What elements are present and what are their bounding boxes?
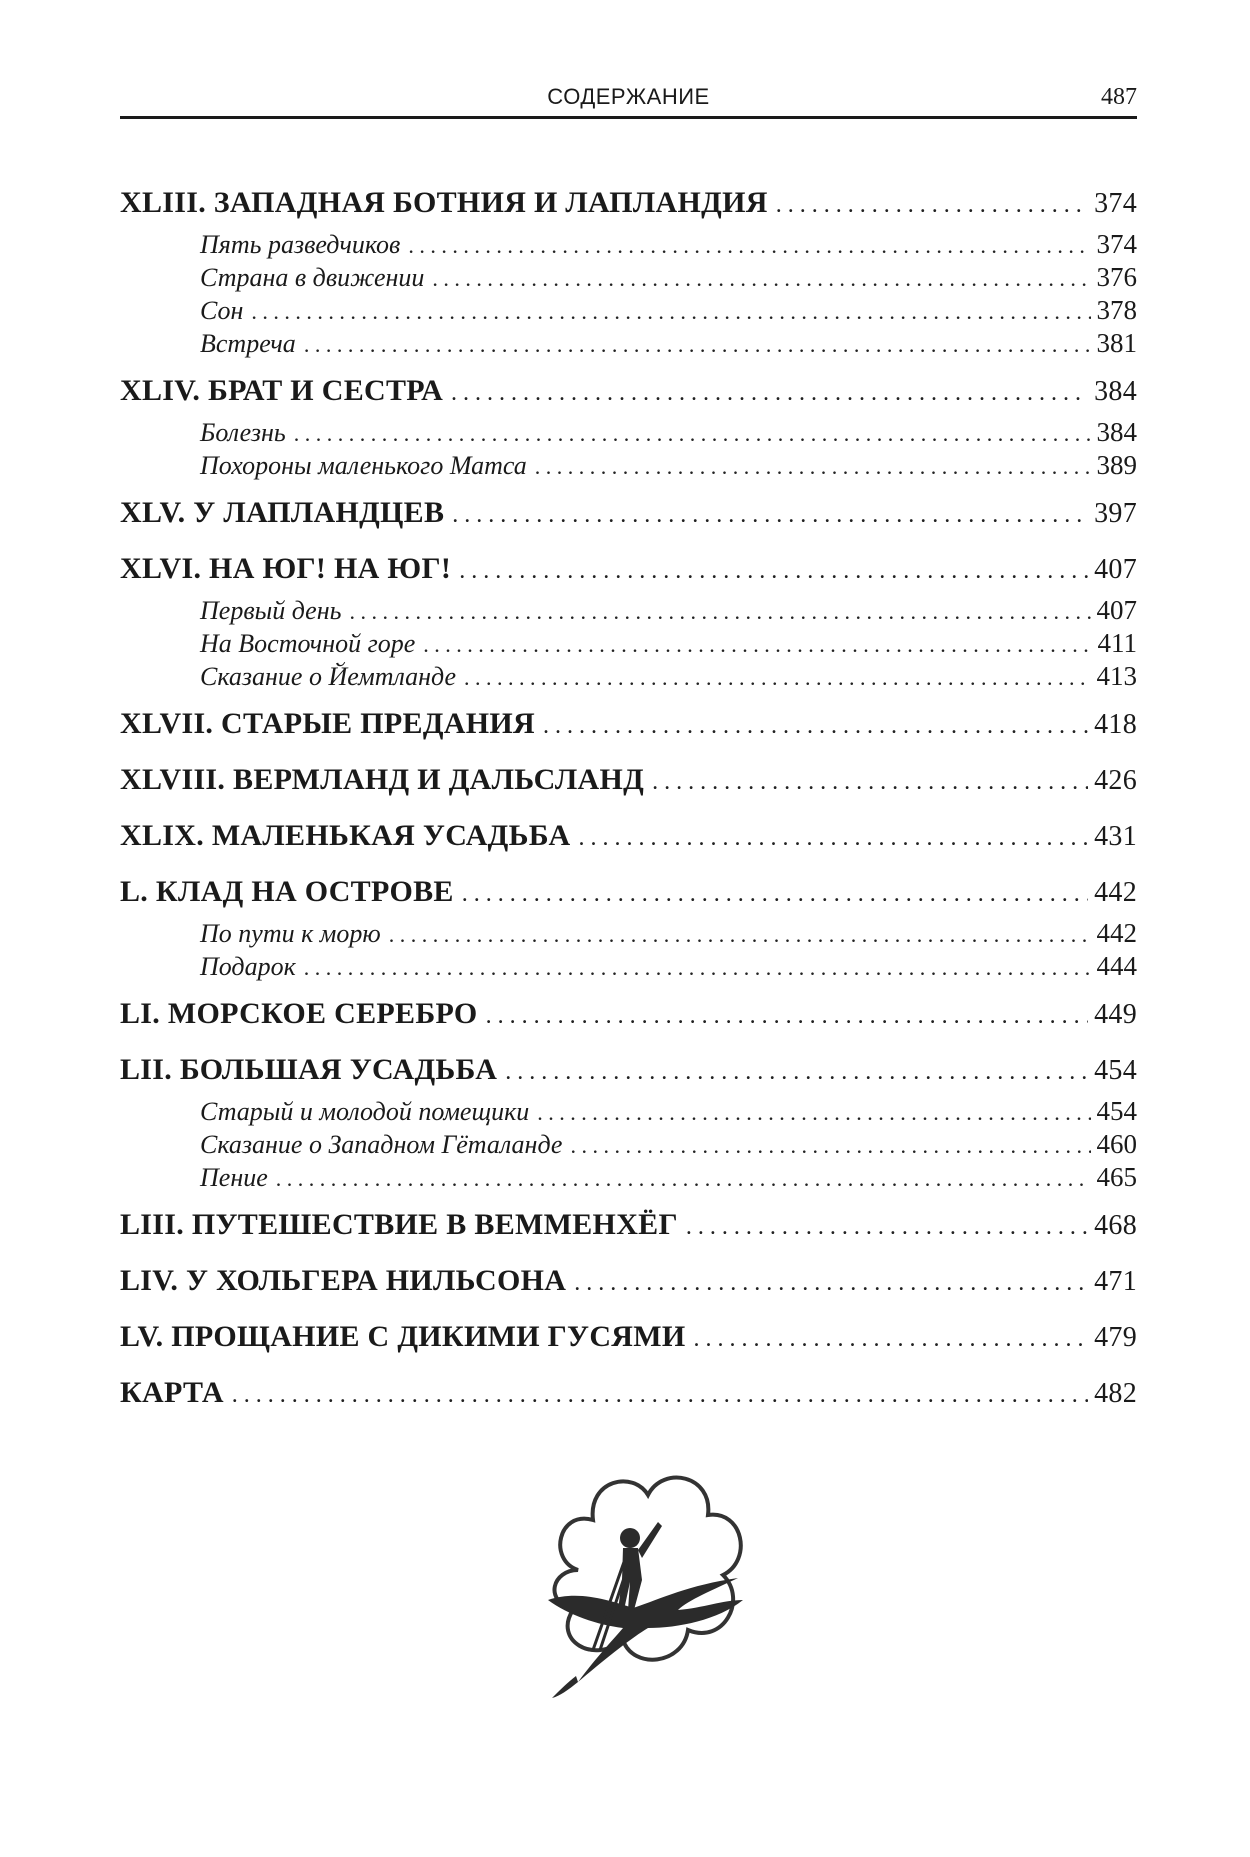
dot-leader: [452, 502, 1088, 529]
toc-entry-page: 460: [1096, 1129, 1137, 1159]
dot-leader: [423, 628, 1091, 661]
toc-subsection-entry: [120, 950, 1137, 983]
dot-leader: [294, 417, 1091, 450]
toc-entry-title: Пять разведчиков: [200, 230, 401, 259]
toc-entry-title: На Восточной горе: [200, 629, 416, 658]
toc-subsection-entry: [120, 294, 1137, 327]
toc-subsection-entry: [120, 327, 1137, 360]
toc-entry-page: 418: [1094, 709, 1137, 740]
toc-subsection-entry: [120, 1128, 1137, 1161]
running-title: СОДЕРЖАНИЕ: [547, 84, 710, 109]
toc-entry-title: XLVII. СТАРЫЕ ПРЕДАНИЯ: [120, 707, 535, 740]
toc-entry-title: Сказание о Йемтланде: [200, 662, 457, 691]
toc-entry-page: 426: [1094, 765, 1137, 796]
toc-subsection-entry: [120, 660, 1137, 693]
toc-entry-page: 442: [1094, 877, 1137, 908]
dot-leader: [464, 661, 1090, 694]
toc-entry-page: 407: [1094, 554, 1137, 585]
toc-entry-page: 479: [1094, 1322, 1137, 1353]
goose-head: [552, 1676, 578, 1698]
toc-entry-page: 374: [1094, 188, 1137, 219]
toc-entry-page: 468: [1094, 1210, 1137, 1241]
dot-leader: [432, 262, 1090, 295]
toc-entry-page: 407: [1096, 595, 1137, 625]
toc-chapter-entry: [120, 1053, 1137, 1095]
dot-leader: [276, 1162, 1091, 1195]
dot-leader: [459, 558, 1088, 585]
toc-chapter-entry: [120, 552, 1137, 594]
toc-entry-title: XLVIII. ВЕРМЛАНД И ДАЛЬСЛАНД: [120, 763, 645, 796]
dot-leader: [694, 1326, 1089, 1353]
table-of-contents: [120, 186, 1137, 1418]
page-header: [120, 84, 1137, 119]
toc-entry-page: 454: [1094, 1055, 1137, 1086]
dot-leader: [451, 380, 1088, 407]
dot-leader: [652, 769, 1088, 796]
toc-entry-page: 465: [1096, 1162, 1137, 1192]
dot-leader: [232, 1382, 1088, 1409]
cloud-outline: [554, 1478, 740, 1660]
dot-leader: [543, 713, 1088, 740]
toc-entry-title: XLIII. ЗАПАДНАЯ БОТНИЯ И ЛАПЛАНДИЯ: [120, 186, 768, 219]
toc-entry-title: Старый и молодой помещики: [200, 1097, 530, 1126]
toc-entry-page: 444: [1096, 951, 1137, 981]
dot-leader: [505, 1059, 1088, 1086]
toc-entry-page: 454: [1096, 1096, 1137, 1126]
toc-entry-title: XLIX. МАЛЕНЬКАЯ УСАДЬБА: [120, 819, 571, 852]
toc-chapter-entry: [120, 186, 1137, 228]
toc-entry-page: 431: [1094, 821, 1137, 852]
toc-chapter-entry: [120, 707, 1137, 749]
boy-riding-goose-icon: [538, 1450, 758, 1710]
toc-entry-page: 384: [1096, 417, 1137, 447]
dot-leader: [389, 918, 1091, 951]
toc-entry-page: 374: [1096, 229, 1137, 259]
toc-subsection-entry: [120, 627, 1137, 660]
toc-subsection-entry: [120, 917, 1137, 950]
toc-chapter-entry: [120, 1264, 1137, 1306]
toc-entry-title: Сон: [200, 296, 244, 325]
dot-leader: [535, 450, 1091, 483]
toc-entry-title: LII. БОЛЬШАЯ УСАДЬБА: [120, 1053, 498, 1086]
boy-arm: [638, 1522, 662, 1558]
toc-chapter-entry: [120, 1320, 1137, 1362]
toc-entry-page: 482: [1094, 1378, 1137, 1409]
toc-entry-page: 413: [1096, 661, 1137, 691]
toc-entry-title: LV. ПРОЩАНИЕ С ДИКИМИ ГУСЯМИ: [120, 1320, 686, 1353]
toc-entry-title: КАРТА: [120, 1376, 224, 1409]
toc-entry-title: XLVI. НА ЮГ! НА ЮГ!: [120, 552, 452, 585]
toc-entry-page: 389: [1096, 450, 1137, 480]
toc-entry-title: Сказание о Западном Гёталанде: [200, 1130, 563, 1159]
toc-subsection-entry: [120, 449, 1137, 482]
dot-leader: [570, 1129, 1090, 1162]
toc-entry-page: 376: [1096, 262, 1137, 292]
toc-entry-page: 384: [1094, 376, 1137, 407]
toc-entry-title: LI. МОРСКОЕ СЕРЕБРО: [120, 997, 478, 1030]
toc-subsection-entry: [120, 594, 1137, 627]
toc-chapter-entry: [120, 875, 1137, 917]
dot-leader: [251, 295, 1090, 328]
toc-entry-title: Болезнь: [200, 418, 286, 447]
toc-entry-page: 471: [1094, 1266, 1137, 1297]
toc-chapter-entry: [120, 997, 1137, 1039]
dot-leader: [578, 825, 1088, 852]
toc-chapter-entry: [120, 496, 1137, 538]
toc-subsection-entry: [120, 261, 1137, 294]
page-number: 487: [1101, 84, 1137, 110]
toc-entry-title: Встреча: [200, 329, 296, 358]
dot-leader: [686, 1214, 1088, 1241]
toc-chapter-entry: [120, 374, 1137, 416]
toc-entry-title: Похороны маленького Матса: [200, 451, 527, 480]
dot-leader: [349, 595, 1090, 628]
toc-entry-page: 397: [1094, 498, 1137, 529]
toc-entry-title: XLV. У ЛАПЛАНДЦЕВ: [120, 496, 445, 529]
dot-leader: [776, 192, 1088, 219]
dot-leader: [304, 951, 1091, 984]
toc-entry-title: LIV. У ХОЛЬГЕРА НИЛЬСОНА: [120, 1264, 567, 1297]
toc-subsection-entry: [120, 416, 1137, 449]
toc-subsection-entry: [120, 228, 1137, 261]
dot-leader: [304, 328, 1091, 361]
toc-entry-title: Первый день: [200, 596, 342, 625]
toc-subsection-entry: [120, 1161, 1137, 1194]
toc-chapter-entry: [120, 1376, 1137, 1418]
toc-entry-page: 411: [1097, 628, 1137, 658]
toc-chapter-entry: [120, 819, 1137, 861]
toc-subsection-entry: [120, 1095, 1137, 1128]
dot-leader: [462, 881, 1088, 908]
toc-chapter-entry: [120, 1208, 1137, 1250]
toc-chapter-entry: [120, 763, 1137, 805]
toc-entry-title: По пути к морю: [200, 919, 381, 948]
dot-leader: [486, 1003, 1089, 1030]
toc-entry-title: Пение: [200, 1163, 268, 1192]
toc-entry-page: 449: [1094, 999, 1137, 1030]
dot-leader: [574, 1270, 1088, 1297]
toc-entry-title: LIII. ПУТЕШЕСТВИЕ В ВЕММЕНХЁГ: [120, 1208, 678, 1241]
toc-entry-page: 381: [1096, 328, 1137, 358]
boy-body: [618, 1548, 642, 1610]
toc-entry-title: XLIV. БРАТ И СЕСТРА: [120, 374, 444, 407]
toc-entry-page: 378: [1096, 295, 1137, 325]
toc-entry-title: L. КЛАД НА ОСТРОВЕ: [120, 875, 454, 908]
dot-leader: [408, 229, 1090, 262]
toc-entry-title: Подарок: [200, 952, 296, 981]
toc-entry-page: 442: [1096, 918, 1137, 948]
toc-entry-title: Страна в движении: [200, 263, 425, 292]
dot-leader: [537, 1096, 1090, 1129]
boy-head: [620, 1528, 640, 1548]
